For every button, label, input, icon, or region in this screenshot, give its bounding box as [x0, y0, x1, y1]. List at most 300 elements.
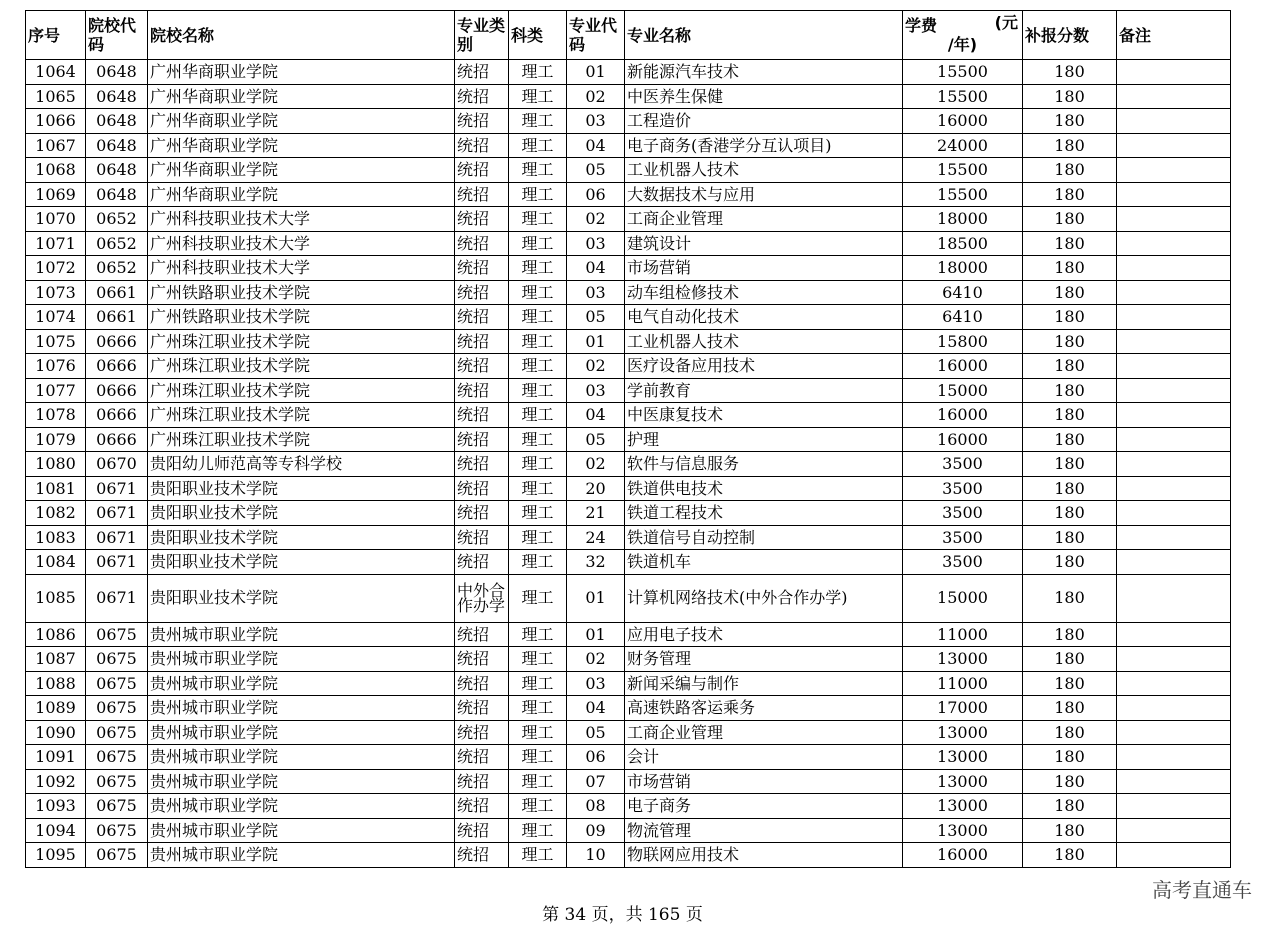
- cell-major-name: 应用电子技术: [625, 622, 903, 647]
- cell-major-code: 02: [567, 647, 625, 672]
- cell-fee: 16000: [903, 354, 1023, 379]
- cell-subject: 理工: [509, 84, 567, 109]
- cell-subject: 理工: [509, 378, 567, 403]
- cell-subject: 理工: [509, 354, 567, 379]
- cell-seq: 1066: [26, 109, 86, 134]
- cell-school-code: 0648: [86, 109, 148, 134]
- cell-major-code: 04: [567, 256, 625, 281]
- cell-major-name: 会计: [625, 745, 903, 770]
- cell-major-code: 03: [567, 280, 625, 305]
- cell-subject: 理工: [509, 818, 567, 843]
- cell-remark: [1117, 622, 1231, 647]
- cell-major-code: 02: [567, 452, 625, 477]
- cell-major-type: 统招: [455, 769, 509, 794]
- cell-fee: 13000: [903, 769, 1023, 794]
- cell-major-type: 统招: [455, 843, 509, 868]
- table-row: [26, 182, 1231, 207]
- cell-school-name: 广州科技职业技术大学: [148, 256, 455, 281]
- table-row: [26, 501, 1231, 526]
- header-fee: [903, 11, 1023, 60]
- cell-major-name: 工商企业管理: [625, 207, 903, 232]
- cell-major-name: 护理: [625, 427, 903, 452]
- cell-school-code: 0671: [86, 525, 148, 550]
- cell-subject: 理工: [509, 403, 567, 428]
- cell-major-type: 统招: [455, 182, 509, 207]
- cell-score: 180: [1023, 525, 1117, 550]
- cell-major-type: 统招: [455, 403, 509, 428]
- cell-school-name: 贵州城市职业学院: [148, 647, 455, 672]
- cell-remark: [1117, 280, 1231, 305]
- header-fee-yuan: (元: [994, 13, 1018, 32]
- header-seq: 序号: [26, 11, 86, 60]
- cell-fee: 13000: [903, 818, 1023, 843]
- header-school-name: 院校名称: [148, 11, 455, 60]
- cell-subject: 理工: [509, 182, 567, 207]
- cell-major-type: 统招: [455, 84, 509, 109]
- cell-school-name: 广州铁路职业技术学院: [148, 305, 455, 330]
- cell-school-code: 0652: [86, 231, 148, 256]
- cell-major-code: 03: [567, 671, 625, 696]
- cell-remark: [1117, 305, 1231, 330]
- cell-major-type: 统招: [455, 647, 509, 672]
- cell-remark: [1117, 109, 1231, 134]
- cell-major-code: 03: [567, 231, 625, 256]
- cell-score: 180: [1023, 354, 1117, 379]
- cell-seq: 1073: [26, 280, 86, 305]
- cell-subject: 理工: [509, 256, 567, 281]
- cell-major-type: 统招: [455, 256, 509, 281]
- cell-score: 180: [1023, 720, 1117, 745]
- table-row: [26, 207, 1231, 232]
- cell-seq: 1094: [26, 818, 86, 843]
- cell-score: 180: [1023, 452, 1117, 477]
- cell-subject: 理工: [509, 452, 567, 477]
- cell-school-name: 贵州城市职业学院: [148, 818, 455, 843]
- cell-major-code: 21: [567, 501, 625, 526]
- cell-seq: 1078: [26, 403, 86, 428]
- table-row: [26, 696, 1231, 721]
- table-row: [26, 231, 1231, 256]
- cell-subject: 理工: [509, 305, 567, 330]
- cell-school-code: 0675: [86, 769, 148, 794]
- cell-seq: 1076: [26, 354, 86, 379]
- cell-school-name: 贵州城市职业学院: [148, 720, 455, 745]
- cell-school-code: 0648: [86, 182, 148, 207]
- cell-subject: 理工: [509, 745, 567, 770]
- cell-fee: 18000: [903, 207, 1023, 232]
- cell-major-name: 铁道工程技术: [625, 501, 903, 526]
- table-row: [26, 109, 1231, 134]
- cell-major-name: 工业机器人技术: [625, 158, 903, 183]
- cell-major-code: 20: [567, 476, 625, 501]
- cell-major-name: 建筑设计: [625, 231, 903, 256]
- cell-remark: [1117, 182, 1231, 207]
- cell-subject: 理工: [509, 720, 567, 745]
- cell-subject: 理工: [509, 550, 567, 575]
- cell-major-name: 工商企业管理: [625, 720, 903, 745]
- cell-major-code: 08: [567, 794, 625, 819]
- cell-major-name: 医疗设备应用技术: [625, 354, 903, 379]
- cell-major-code: 09: [567, 818, 625, 843]
- cell-major-code: 04: [567, 403, 625, 428]
- header-fee-line1: 学费: [905, 16, 938, 35]
- cell-major-type-text: 中外合作办学: [457, 581, 506, 615]
- cell-school-code: 0671: [86, 476, 148, 501]
- cell-school-code: 0666: [86, 427, 148, 452]
- cell-score: 180: [1023, 207, 1117, 232]
- table-row: [26, 60, 1231, 85]
- cell-major-type: 统招: [455, 354, 509, 379]
- cell-major-type: 统招: [455, 207, 509, 232]
- cell-score: 180: [1023, 671, 1117, 696]
- cell-major-code: 03: [567, 378, 625, 403]
- cell-remark: [1117, 647, 1231, 672]
- cell-seq: 1092: [26, 769, 86, 794]
- cell-school-name: 贵州城市职业学院: [148, 794, 455, 819]
- cell-remark: [1117, 329, 1231, 354]
- cell-seq: 1069: [26, 182, 86, 207]
- cell-major-type: 统招: [455, 794, 509, 819]
- cell-remark: [1117, 452, 1231, 477]
- cell-major-code: 04: [567, 133, 625, 158]
- cell-school-code: 0648: [86, 133, 148, 158]
- cell-major-code: 02: [567, 84, 625, 109]
- cell-score: 180: [1023, 427, 1117, 452]
- cell-school-code: 0675: [86, 696, 148, 721]
- cell-fee: 15500: [903, 182, 1023, 207]
- cell-seq: 1075: [26, 329, 86, 354]
- cell-fee: 13000: [903, 720, 1023, 745]
- cell-major-type: 统招: [455, 133, 509, 158]
- cell-major-type: 统招: [455, 305, 509, 330]
- cell-score: 180: [1023, 622, 1117, 647]
- cell-major-type: 统招: [455, 109, 509, 134]
- cell-remark: [1117, 158, 1231, 183]
- cell-school-code: 0675: [86, 794, 148, 819]
- table-row: [26, 671, 1231, 696]
- table-body: [26, 60, 1231, 868]
- cell-school-name: 广州珠江职业技术学院: [148, 427, 455, 452]
- cell-major-type: 统招: [455, 671, 509, 696]
- cell-major-type: 统招: [455, 818, 509, 843]
- cell-seq: 1064: [26, 60, 86, 85]
- cell-subject: 理工: [509, 207, 567, 232]
- cell-fee: 3500: [903, 452, 1023, 477]
- cell-score: 180: [1023, 403, 1117, 428]
- cell-school-code: 0675: [86, 745, 148, 770]
- cell-remark: [1117, 769, 1231, 794]
- cell-major-name: 大数据技术与应用: [625, 182, 903, 207]
- cell-major-type: 统招: [455, 745, 509, 770]
- cell-fee: 13000: [903, 647, 1023, 672]
- cell-seq: 1070: [26, 207, 86, 232]
- cell-school-code: 0652: [86, 207, 148, 232]
- cell-seq: 1071: [26, 231, 86, 256]
- table-row: [26, 133, 1231, 158]
- cell-school-name: 广州华商职业学院: [148, 158, 455, 183]
- cell-score: 180: [1023, 305, 1117, 330]
- cell-fee: 3500: [903, 525, 1023, 550]
- cell-school-name: 广州科技职业技术大学: [148, 231, 455, 256]
- cell-school-code: 0648: [86, 158, 148, 183]
- cell-remark: [1117, 745, 1231, 770]
- cell-major-name: 财务管理: [625, 647, 903, 672]
- cell-remark: [1117, 84, 1231, 109]
- cell-seq: 1088: [26, 671, 86, 696]
- cell-remark: [1117, 476, 1231, 501]
- cell-school-name: 广州华商职业学院: [148, 109, 455, 134]
- cell-major-code: 06: [567, 745, 625, 770]
- cell-score: 180: [1023, 158, 1117, 183]
- cell-seq: 1093: [26, 794, 86, 819]
- cell-subject: 理工: [509, 843, 567, 868]
- cell-score: 180: [1023, 501, 1117, 526]
- cell-subject: 理工: [509, 109, 567, 134]
- table-row: [26, 794, 1231, 819]
- cell-seq: 1082: [26, 501, 86, 526]
- cell-major-type: 统招: [455, 280, 509, 305]
- cell-subject: 理工: [509, 476, 567, 501]
- cell-seq: 1079: [26, 427, 86, 452]
- cell-major-code: 02: [567, 354, 625, 379]
- cell-seq: 1086: [26, 622, 86, 647]
- cell-major-code: 24: [567, 525, 625, 550]
- cell-major-name: 软件与信息服务: [625, 452, 903, 477]
- cell-seq: 1083: [26, 525, 86, 550]
- page-footer: 第 34 页，共 165 页: [542, 905, 703, 925]
- cell-school-name: 广州科技职业技术大学: [148, 207, 455, 232]
- cell-subject: 理工: [509, 280, 567, 305]
- cell-score: 180: [1023, 256, 1117, 281]
- cell-major-code: 05: [567, 305, 625, 330]
- cell-subject: 理工: [509, 574, 567, 622]
- table-row: [26, 745, 1231, 770]
- cell-score: 180: [1023, 182, 1117, 207]
- cell-fee: 13000: [903, 794, 1023, 819]
- cell-fee: 16000: [903, 843, 1023, 868]
- cell-school-name: 贵阳职业技术学院: [148, 550, 455, 575]
- cell-seq: 1072: [26, 256, 86, 281]
- cell-major-type: 统招: [455, 622, 509, 647]
- cell-major-name: 电气自动化技术: [625, 305, 903, 330]
- cell-major-type: 统招: [455, 427, 509, 452]
- cell-major-code: 32: [567, 550, 625, 575]
- cell-subject: 理工: [509, 525, 567, 550]
- cell-score: 180: [1023, 769, 1117, 794]
- cell-school-code: 0661: [86, 305, 148, 330]
- cell-remark: [1117, 427, 1231, 452]
- cell-fee: 15500: [903, 60, 1023, 85]
- cell-score: 180: [1023, 84, 1117, 109]
- cell-school-code: 0652: [86, 256, 148, 281]
- cell-school-code: 0661: [86, 280, 148, 305]
- cell-remark: [1117, 550, 1231, 575]
- cell-subject: 理工: [509, 769, 567, 794]
- cell-school-name: 广州华商职业学院: [148, 133, 455, 158]
- cell-seq: 1084: [26, 550, 86, 575]
- cell-major-name: 高速铁路客运乘务: [625, 696, 903, 721]
- cell-seq: 1085: [26, 574, 86, 622]
- cell-major-type: 统招: [455, 696, 509, 721]
- cell-major-name: 电子商务(香港学分互认项目): [625, 133, 903, 158]
- cell-school-code: 0666: [86, 329, 148, 354]
- table-row: [26, 256, 1231, 281]
- cell-major-name: 电子商务: [625, 794, 903, 819]
- cell-remark: [1117, 818, 1231, 843]
- cell-subject: 理工: [509, 427, 567, 452]
- cell-remark: [1117, 696, 1231, 721]
- table-row: [26, 550, 1231, 575]
- cell-remark: [1117, 60, 1231, 85]
- cell-major-name: 物流管理: [625, 818, 903, 843]
- cell-remark: [1117, 525, 1231, 550]
- table-row: [26, 403, 1231, 428]
- cell-major-type: 统招: [455, 378, 509, 403]
- cell-major-type: 统招: [455, 720, 509, 745]
- cell-subject: 理工: [509, 231, 567, 256]
- cell-major-type: 统招: [455, 329, 509, 354]
- cell-remark: [1117, 574, 1231, 622]
- cell-school-name: 贵阳职业技术学院: [148, 501, 455, 526]
- cell-seq: 1091: [26, 745, 86, 770]
- cell-score: 180: [1023, 280, 1117, 305]
- table-row: [26, 280, 1231, 305]
- cell-remark: [1117, 720, 1231, 745]
- cell-seq: 1089: [26, 696, 86, 721]
- cell-major-name: 市场营销: [625, 256, 903, 281]
- cell-subject: 理工: [509, 60, 567, 85]
- cell-subject: 理工: [509, 133, 567, 158]
- cell-school-name: 贵州城市职业学院: [148, 622, 455, 647]
- header-major-code: 专业代码: [567, 11, 625, 60]
- table-row: [26, 769, 1231, 794]
- table-row: [26, 427, 1231, 452]
- cell-score: 180: [1023, 378, 1117, 403]
- cell-school-code: 0670: [86, 452, 148, 477]
- cell-major-code: 06: [567, 182, 625, 207]
- cell-seq: 1077: [26, 378, 86, 403]
- cell-subject: 理工: [509, 329, 567, 354]
- cell-school-code: 0675: [86, 671, 148, 696]
- cell-fee: 3500: [903, 476, 1023, 501]
- cell-fee: 18500: [903, 231, 1023, 256]
- cell-school-code: 0671: [86, 550, 148, 575]
- cell-school-name: 贵州城市职业学院: [148, 843, 455, 868]
- cell-school-name: 广州华商职业学院: [148, 182, 455, 207]
- cell-school-code: 0675: [86, 647, 148, 672]
- cell-score: 180: [1023, 133, 1117, 158]
- cell-subject: 理工: [509, 158, 567, 183]
- cell-school-code: 0675: [86, 622, 148, 647]
- table-row: [26, 158, 1231, 183]
- cell-subject: 理工: [509, 501, 567, 526]
- cell-major-name: 中医养生保健: [625, 84, 903, 109]
- cell-school-code: 0648: [86, 84, 148, 109]
- cell-remark: [1117, 501, 1231, 526]
- cell-major-name: 新闻采编与制作: [625, 671, 903, 696]
- cell-school-code: 0666: [86, 354, 148, 379]
- cell-major-code: 04: [567, 696, 625, 721]
- cell-major-name: 铁道机车: [625, 550, 903, 575]
- cell-score: 180: [1023, 231, 1117, 256]
- cell-score: 180: [1023, 818, 1117, 843]
- cell-major-name: 工业机器人技术: [625, 329, 903, 354]
- cell-seq: 1080: [26, 452, 86, 477]
- cell-major-name: 铁道供电技术: [625, 476, 903, 501]
- cell-school-name: 贵州城市职业学院: [148, 696, 455, 721]
- table-row: [26, 329, 1231, 354]
- cell-major-code: 01: [567, 622, 625, 647]
- table-row: [26, 354, 1231, 379]
- cell-seq: 1065: [26, 84, 86, 109]
- cell-fee: 15800: [903, 329, 1023, 354]
- cell-remark: [1117, 843, 1231, 868]
- header-major-type: 专业类别: [455, 11, 509, 60]
- cell-fee: 24000: [903, 133, 1023, 158]
- cell-school-name: 广州华商职业学院: [148, 84, 455, 109]
- cell-major-type: 统招: [455, 501, 509, 526]
- cell-fee: 11000: [903, 671, 1023, 696]
- cell-subject: 理工: [509, 671, 567, 696]
- cell-major-type: [455, 574, 509, 622]
- cell-subject: 理工: [509, 696, 567, 721]
- cell-school-code: 0675: [86, 843, 148, 868]
- cell-school-name: 广州华商职业学院: [148, 60, 455, 85]
- cell-fee: 15000: [903, 574, 1023, 622]
- cell-major-name: 新能源汽车技术: [625, 60, 903, 85]
- cell-score: 180: [1023, 329, 1117, 354]
- cell-major-type: 统招: [455, 452, 509, 477]
- cell-score: 180: [1023, 794, 1117, 819]
- cell-major-type: 统招: [455, 476, 509, 501]
- cell-score: 180: [1023, 60, 1117, 85]
- cell-remark: [1117, 671, 1231, 696]
- cell-major-type: 统招: [455, 231, 509, 256]
- cell-school-code: 0671: [86, 501, 148, 526]
- cell-fee: 18000: [903, 256, 1023, 281]
- cell-score: 180: [1023, 696, 1117, 721]
- cell-score: 180: [1023, 476, 1117, 501]
- header-fee-line2: /年): [947, 35, 978, 54]
- cell-fee: 11000: [903, 622, 1023, 647]
- cell-fee: 16000: [903, 109, 1023, 134]
- cell-school-name: 贵州城市职业学院: [148, 769, 455, 794]
- cell-school-name: 贵阳职业技术学院: [148, 574, 455, 622]
- cell-major-code: 10: [567, 843, 625, 868]
- header-school-code: 院校代码: [86, 11, 148, 60]
- header-major-name: 专业名称: [625, 11, 903, 60]
- cell-score: 180: [1023, 647, 1117, 672]
- cell-fee: 16000: [903, 427, 1023, 452]
- cell-seq: 1067: [26, 133, 86, 158]
- cell-major-name: 铁道信号自动控制: [625, 525, 903, 550]
- cell-school-name: 广州珠江职业技术学院: [148, 378, 455, 403]
- cell-remark: [1117, 378, 1231, 403]
- cell-remark: [1117, 403, 1231, 428]
- cell-major-name: 市场营销: [625, 769, 903, 794]
- cell-school-name: 广州珠江职业技术学院: [148, 354, 455, 379]
- cell-fee: 3500: [903, 501, 1023, 526]
- cell-major-code: 01: [567, 60, 625, 85]
- table-row: [26, 647, 1231, 672]
- cell-subject: 理工: [509, 647, 567, 672]
- cell-seq: 1095: [26, 843, 86, 868]
- admission-table: [25, 10, 1231, 868]
- table-row: [26, 720, 1231, 745]
- header-score: 补报分数: [1023, 11, 1117, 60]
- cell-school-name: 贵阳幼儿师范高等专科学校: [148, 452, 455, 477]
- header-row: [26, 11, 1231, 60]
